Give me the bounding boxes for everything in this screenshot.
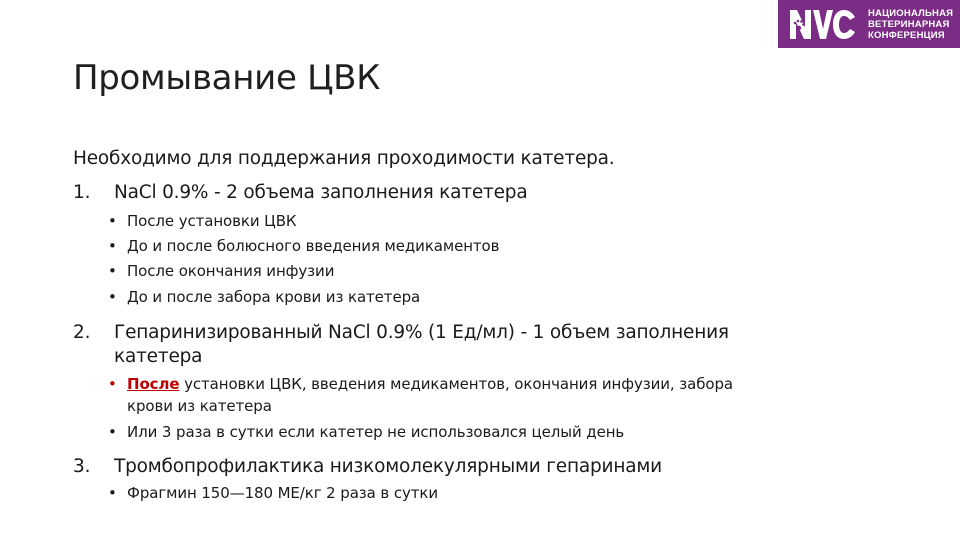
item-2-bullet-1-continuation: крови из катетера <box>127 397 272 415</box>
item-1-bullet <box>108 262 334 280</box>
item-2-bullet <box>108 423 624 441</box>
logo-text <box>868 8 953 41</box>
logo-line-3: КОНФЕРЕНЦИЯ <box>868 29 945 41</box>
item-1-bullet <box>108 288 420 306</box>
item-1-text: NaCl 0.9% - 2 объема заполнения катетера <box>114 182 528 203</box>
bullet-icon: • <box>108 288 117 306</box>
item-2-text: Гепаринизированный NaCl 0.9% (1 Ед/мл) - 1 объем заполнения <box>114 322 729 343</box>
item-3-bullet-1-text: Фрагмин 150—180 МЕ/кг 2 раза в сутки <box>127 484 438 502</box>
bullet-icon: • <box>108 484 117 502</box>
item-3-text: Тромбопрофилактика низкомолекулярными гепаринами <box>114 456 662 477</box>
bullet-icon: • <box>108 212 117 230</box>
item-3 <box>73 456 662 477</box>
bullet-icon: • <box>108 237 117 255</box>
item-1-bullet-4-text: До и после забора крови из катетера <box>127 288 421 306</box>
logo-line-2: ВЕТЕРИНАРНАЯ <box>868 18 950 30</box>
item-1 <box>73 182 527 203</box>
item-2-bullet-1-text: установки ЦВК, введения медикаментов, окончания инфузии, забора <box>179 375 733 393</box>
item-3-bullet <box>108 484 438 502</box>
intro-text: Необходимо для поддержания проходимости катетера. <box>73 148 615 169</box>
nvk-logo-icon <box>786 5 860 43</box>
highlighted-word: После <box>127 375 180 393</box>
conference-logo <box>778 0 960 48</box>
logo-line-1: НАЦИОНАЛЬНАЯ <box>868 7 954 19</box>
item-3-number: 3. <box>73 456 91 477</box>
bullet-icon: • <box>108 423 117 441</box>
item-1-bullet <box>108 212 296 230</box>
bullet-icon: • <box>108 262 117 280</box>
item-2-bullet-2-text: Или 3 раза в сутки если катетер не использовался целый день <box>127 423 625 441</box>
slide-title: Промывание ЦВК <box>73 58 381 98</box>
item-2-number: 2. <box>73 322 91 343</box>
bullet-icon: • <box>108 375 117 393</box>
item-2 <box>73 322 729 343</box>
item-1-bullet-3-text: После окончания инфузии <box>127 262 335 280</box>
item-1-bullet <box>108 237 499 255</box>
item-2-text-line-2: катетера <box>114 346 203 367</box>
item-1-number: 1. <box>73 182 91 203</box>
item-1-bullet-2-text: До и после болюсного введения медикаментов <box>127 237 500 255</box>
item-1-bullet-1-text: После установки ЦВК <box>127 212 297 230</box>
item-2-bullet <box>108 375 733 393</box>
